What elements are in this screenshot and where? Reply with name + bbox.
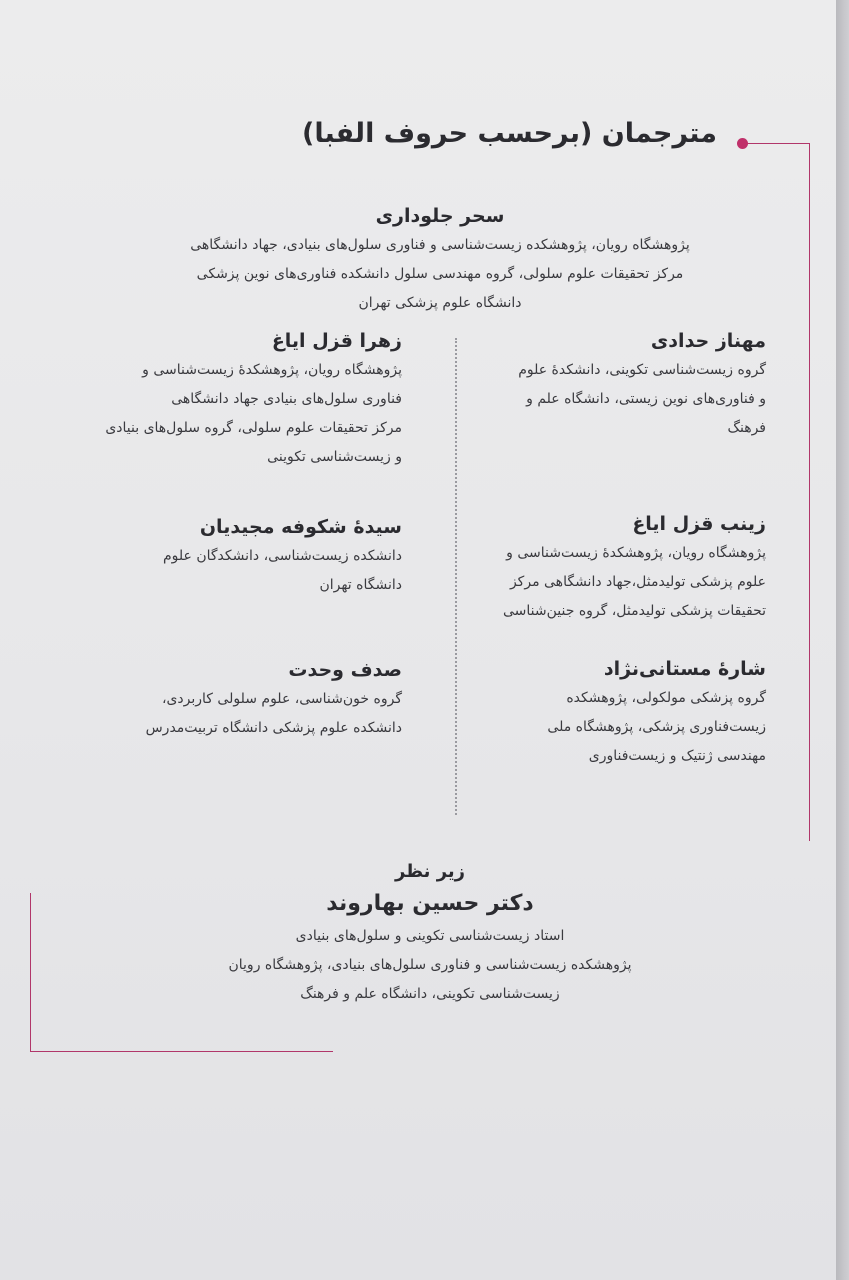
supervision-label: زیر نظر [394,861,466,882]
affiliation-line: مهندسی ژنتیک و زیست‌فناوری [588,748,766,764]
frame-line-bottom-left-horizontal [30,1051,333,1052]
page-edge-shadow [836,0,849,1280]
affiliation-line: تحقیقات پزشکی تولیدمثل، گروه جنین‌شناسی [503,603,766,619]
translator-entry-left-1 [52,326,402,472]
translator-name: سیدهٔ شکوفه مجیدیان [199,516,402,538]
affiliation-line: فناوری سلول‌های بنیادی جهاد دانشگاهی [171,391,402,407]
affiliation-line: مرکز تحقیقات علوم سلولی، گروه مهندسی سلول دانشکده فناوری‌های نوین پزشکی [196,266,684,282]
affiliation-line: استاد زیست‌شناسی تکوینی و سلول‌های بنیادی [295,928,565,944]
frame-line-right [809,143,810,841]
affiliation-line: گروه خون‌شناسی، علوم سلولی کاربردی، [161,691,402,707]
translator-name: سحر جلوداری [375,205,505,227]
affiliation-line: فرهنگ [727,420,766,436]
affiliation-line: گروه پزشکی مولکولی، پژوهشکده [566,690,766,706]
affiliation-line: مرکز تحقیقات علوم سلولی، گروه سلول‌های بنیادی [105,420,402,436]
affiliation-line: زیست‌فناوری پزشکی، پژوهشگاه ملی [547,719,766,735]
translator-entry-left-2 [52,512,402,600]
affiliation-line: پژوهشگاه رویان، پژوهشکدهٔ زیست‌شناسی و [142,362,402,378]
frame-line-bottom-left-vertical [30,893,31,1052]
affiliation-line: پژوهشگاه رویان، پژوهشکده زیست‌شناسی و فناوری سلول‌های بنیادی، جهاد دانشگاهی [190,237,690,253]
affiliation-line: دانشگاه علوم پزشکی تهران [358,295,522,311]
translator-entry-left-3 [52,655,402,743]
affiliation-line: دانشکده علوم پزشکی دانشگاه تربیت‌مدرس [145,720,402,736]
translator-entry-right-3 [436,654,766,771]
translator-entry-right-1 [436,326,766,443]
affiliation-line: زیست‌شناسی تکوینی، دانشگاه علم و فرهنگ [300,986,560,1002]
translator-name: مهناز حدادی [650,330,766,352]
affiliation-line: و فناوری‌های نوین زیستی، دانشگاه علم و [526,391,766,407]
affiliation-line: پژوهشگاه رویان، پژوهشکدهٔ زیست‌شناسی و [506,545,766,561]
affiliation-line: دانشگاه تهران [319,577,402,593]
translator-entry-top [100,201,780,318]
translator-name: زهرا قزل ایاغ [271,330,402,352]
supervision-block [110,858,750,1009]
translator-entry-right-2 [436,509,766,626]
affiliation-line: پژوهشکده زیست‌شناسی و فناوری سلول‌های بنیادی، پژوهشگاه رویان [228,957,632,973]
affiliation-line: دانشکده زیست‌شناسی، دانشکدگان علوم [163,548,402,564]
affiliation-line: گروه زیست‌شناسی تکوینی، دانشکدهٔ علوم [518,362,766,378]
translator-name: صدف وحدت [288,659,402,681]
translator-name: شارهٔ مستانی‌نژاد [603,658,766,680]
title-bullet-icon [737,138,748,149]
page-title: مترجمان (برحسب حروف الفبا) [302,118,717,149]
supervisor-name: دکتر حسین بهاروند [326,891,534,916]
affiliation-line: علوم پزشکی تولیدمثل،جهاد دانشگاهی مرکز [509,574,766,590]
affiliation-line: و زیست‌شناسی تکوینی [267,449,402,465]
frame-line-top [746,143,810,144]
translator-name: زینب قزل ایاغ [632,513,766,535]
